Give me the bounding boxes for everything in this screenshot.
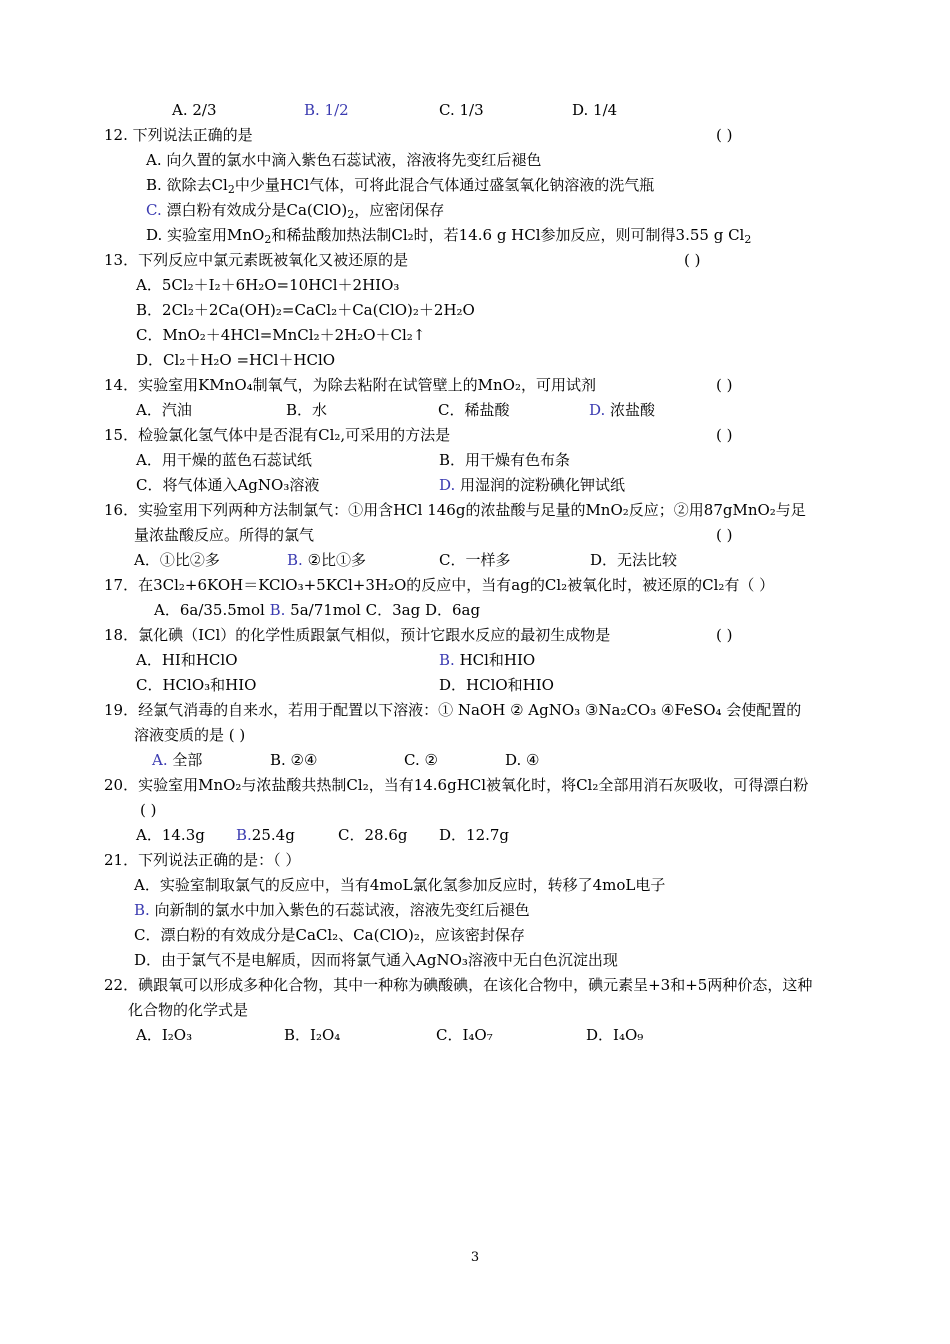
q13-option-d: D．Cl₂＋H₂O =HCl＋HClO <box>136 351 336 369</box>
q15-option-a: A．用干燥的蓝色石蕊试纸 <box>136 451 312 469</box>
q11-option-d: D. 1/4 <box>572 101 618 119</box>
q15-stem: 15．检验氯化氢气体中是否混有Cl₂,可采用的方法是 <box>104 426 451 444</box>
q21-option-d: D．由于氯气不是电解质，因而将氯气通入AgNO₃溶液中无白色沉淀出现 <box>134 951 618 969</box>
q13-option-a: A．5Cl₂＋I₂＋6H₂O=10HCl＋2HIO₃ <box>136 276 400 294</box>
q16-option-c: C．一样多 <box>439 551 511 569</box>
q19-option-b: B. ②④ <box>270 751 318 769</box>
q21-stem: 21．下列说法正确的是：（ ） <box>104 851 301 869</box>
q16-option-b: B. ②比①多 <box>287 551 367 569</box>
q11-option-c: C. 1/3 <box>439 101 484 119</box>
q20-option-d: D．12.7g <box>439 826 510 844</box>
q18-option-b: B. HCl和HIO <box>439 651 536 669</box>
q12-option-b: B. 欲除去$Cl_2$中少量HCl气体，可将此混合气体通过盛氢氧化钠溶液的洗气瓶 <box>146 176 655 196</box>
q18-option-c: C．HClO₃和HIO <box>136 676 257 694</box>
q15-option-c: C．将气体通入AgNO₃溶液 <box>136 476 320 494</box>
q14-option-d: D. 浓盐酸 <box>589 401 656 419</box>
q19-option-c: C. ② <box>404 751 438 769</box>
q19-stem-line2: 溶液变质的是 ( ) <box>134 726 246 744</box>
q22-stem-line2: 化合物的化学式是 <box>128 1001 249 1019</box>
q22-stem-line1: 22．碘跟氧可以形成多种化合物，其中一种称为碘酸碘，在该化合物中，碘元素呈+3和+5两种价态，这种 <box>104 976 813 994</box>
q14-option-c: C．稀盐酸 <box>438 401 510 419</box>
q11-option-b: B. 1/2 <box>304 101 349 119</box>
q21-option-b: B. 向新制的氯水中加入紫色的石蕊试液，溶液先变红后褪色 <box>134 901 530 919</box>
q17-options: A．6a/35.5mol B. 5a/71mol C．3ag D．6ag <box>154 601 481 619</box>
q13-answer-blank: ( ) <box>684 251 701 269</box>
q15-answer-blank: ( ) <box>716 426 733 444</box>
q11-option-a: A. 2/3 <box>172 101 217 119</box>
q22-option-d: D．I₄O₉ <box>586 1026 644 1044</box>
q12-answer-blank: ( ) <box>716 126 733 144</box>
q13-stem: 13．下列反应中氯元素既被氧化又被还原的是 <box>104 251 409 269</box>
q12-option-c: C. 漂白粉有效成分是$Ca(ClO)_2$，应密闭保存 <box>146 201 445 221</box>
q16-stem-line1: 16．实验室用下列两种方法制氯气：①用含HCl 146g的浓盐酸与足量的MnO₂反应；②用87gMnO₂与足 <box>104 501 806 519</box>
q18-option-d: D．HClO和HIO <box>439 676 554 694</box>
q20-option-b: B.25.4g <box>236 826 295 844</box>
q18-answer-blank: ( ) <box>716 626 733 644</box>
q19-option-a: A. 全部 <box>152 751 203 769</box>
q19-option-d: D. ④ <box>505 751 540 769</box>
q16-stem-line2: 量浓盐酸反应。所得的氯气 <box>134 526 315 544</box>
q22-option-b: B．I₂O₄ <box>284 1026 341 1044</box>
q18-stem: 18．氯化碘（ICl）的化学性质跟氯气相似，预计它跟水反应的最初生成物是 <box>104 626 611 644</box>
q21-option-a: A．实验室制取氯气的反应中，当有4moL氯化氢参加反应时，转移了4moL电子 <box>134 876 666 894</box>
q13-option-c: C．MnO₂＋4HCl=MnCl₂＋2H₂O＋Cl₂↑ <box>136 326 426 344</box>
page-number: 3 <box>470 1250 480 1265</box>
q20-answer-blank: ( ) <box>140 801 157 819</box>
q20-stem: 20．实验室用MnO₂与浓盐酸共热制Cl₂，当有14.6gHCl被氧化时，将Cl₂全部用消石灰吸收，可得漂白粉 <box>104 776 809 794</box>
q22-option-a: A．I₂O₃ <box>136 1026 193 1044</box>
q20-option-a: A．14.3g <box>136 826 205 844</box>
q12-option-d: D. 实验室用MnO$_2$和稀盐酸加热法制Cl₂时，若14.6 g HCl参加反应，则可制得3.55 g $Cl_2$ <box>146 226 752 246</box>
q14-option-b: B．水 <box>286 401 328 419</box>
q13-option-b: B．2Cl₂＋2Ca(OH)₂=CaCl₂＋Ca(ClO)₂＋2H₂O <box>136 301 475 319</box>
q15-option-d: D. 用湿润的淀粉碘化钾试纸 <box>439 476 626 494</box>
q21-option-c: C．漂白粉的有效成分是CaCl₂、Ca(ClO)₂，应该密封保存 <box>134 926 525 944</box>
q18-option-a: A．HI和HClO <box>136 651 238 669</box>
q16-answer-blank: ( ) <box>716 526 733 544</box>
q20-option-c: C．28.6g <box>338 826 408 844</box>
q17-stem: 17．在3Cl₂+6KOH＝KClO₃+5KCl+3H₂O的反应中，当有ag的Cl₂被氧化时，被还原的Cl₂有（ ） <box>104 576 775 594</box>
q14-stem: 14．实验室用KMnO₄制氧气，为除去粘附在试管壁上的MnO₂，可用试剂 <box>104 376 596 394</box>
q16-option-a: A．①比②多 <box>134 551 220 569</box>
q12-option-a: A. 向久置的氯水中滴入紫色石蕊试液，溶液将先变红后褪色 <box>146 151 542 169</box>
q12-stem: 12. 下列说法正确的是 <box>104 126 253 144</box>
q15-option-b: B．用干燥有色布条 <box>439 451 571 469</box>
q19-stem-line1: 19．经氯气消毒的自来水，若用于配置以下溶液：① NaOH ② AgNO₃ ③Na₂CO₃ ④FeSO₄ 会使配置的 <box>104 701 802 719</box>
q14-option-a: A．汽油 <box>136 401 192 419</box>
q22-option-c: C．I₄O₇ <box>436 1026 493 1044</box>
q14-answer-blank: ( ) <box>716 376 733 394</box>
q16-option-d: D．无法比较 <box>590 551 678 569</box>
